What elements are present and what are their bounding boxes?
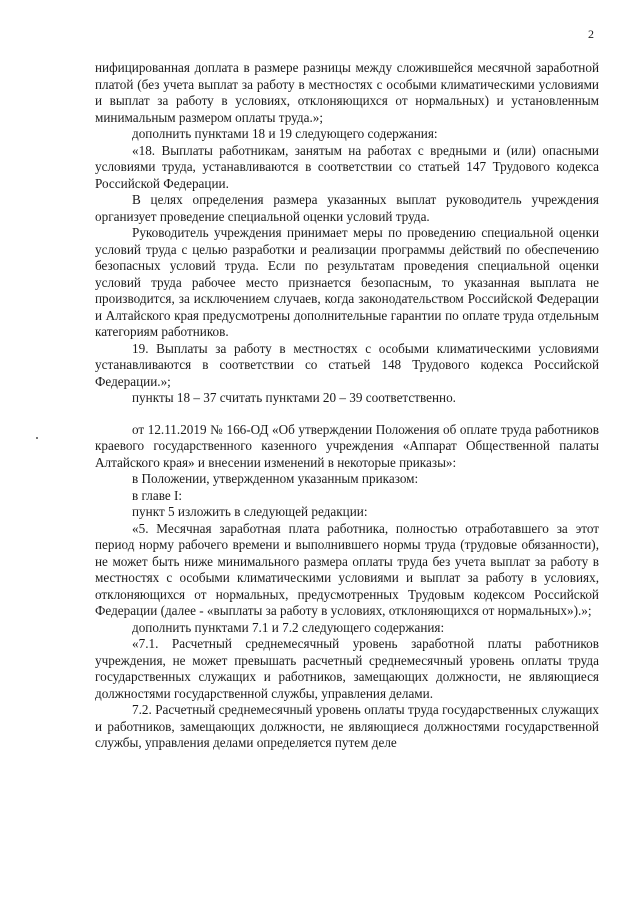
paragraph-order-166: от 12.11.2019 № 166-ОД «Об утверждении Положения об оплате труда работников краевого государственного казенного учреждения «Аппарат Общественной палаты Алтайского края» и внесении изменений в некоторые приказы»: — [95, 421, 599, 470]
paragraph-renumbering: пункты 18 – 37 считать пунктами 20 – 39 соответственно. — [132, 390, 456, 405]
paragraph-special-assessment: В целях определения размера указанных выплат руководитель учреждения организует проведение специальной оценки условий труда. — [95, 192, 599, 224]
paragraph-safety-measures: Руководитель учреждения принимает меры по проведению специальной оценки условий труда с целью разработки и реализации программы действий по обеспечению безопасных условий труда. Если по результатам проведения специальной оценки условий труда рабочее место признается безопасным, то указанная выплата не производится, за исключением случаев, когда законодательством Российской Федерации и Алтайского края предусмотрены дополнительные гарантии по оплате труда отдельным категориям работников. — [95, 225, 599, 339]
paragraph-item-5-intro: пункт 5 изложить в следующей редакции: — [132, 504, 368, 519]
paragraph-item-7-1: «7.1. Расчетный среднемесячный уровень заработной платы работников учреждения, не может превышать расчетный среднемесячный уровень оплаты труда государственных служащих и работников, замещающих должности, не являющиеся должностями государственной службы, управления делами. — [95, 636, 599, 701]
paragraph-regulation: в Положении, утвержденном указанным приказом: — [132, 471, 419, 486]
page-number: 2 — [588, 27, 594, 41]
paragraph-amend-18-19: дополнить пунктами 18 и 19 следующего содержания: — [132, 126, 438, 141]
paragraph-item-7-2: 7.2. Расчетный среднемесячный уровень оплаты труда государственных служащих и работников, замещающих должности, не являющиеся должностями государственной службы, управления делами определяется путем деле — [95, 702, 599, 750]
paragraph-item-5: «5. Месячная заработная плата работника, полностью отработавшего за этот период норму рабочего времени и выполнившего нормы труда (трудовые обязанности), не может быть ниже минимального размера оплаты труда без учета выплат за работу в местностях с особыми климатическими условиями и выплат за работу в условиях, отклоняющихся от нормальных, предусмотренных Трудовым кодексом Российской Федерации (далее - «выплаты за работу в условиях, отклоняющихся от нормальных»).»; — [95, 520, 599, 618]
paragraph-item-18: «18. Выплаты работникам, занятым на работах с вредными и (или) опасными условиями труда, устанавливаются в соответствии со статьей 147 Трудового кодекса Российской Федерации. — [95, 142, 599, 191]
paragraph-item-19: 19. Выплаты за работу в местностях с особыми климатическими условиями устанавливаются в соответствии со статьей 148 Трудового кодекса Российской Федерации.»; — [95, 340, 599, 389]
paragraph-amend-7-1-7-2: дополнить пунктами 7.1 и 7.2 следующего содержания: — [132, 619, 445, 635]
paragraph-continuation: нифицированная доплата в размере разницы между сложившейся месячной заработной платой (без учета выплат за работу в местностях с особыми климатическими условиями и выплат за работу в условиях, отклоняющихся от нормальных) и установленным минимальным размером оплаты труда.»; — [95, 60, 599, 125]
document-body — [95, 60, 599, 752]
scan-artifact-dot — [36, 437, 38, 439]
paragraph-chapter-1: в главе I: — [132, 487, 183, 503]
